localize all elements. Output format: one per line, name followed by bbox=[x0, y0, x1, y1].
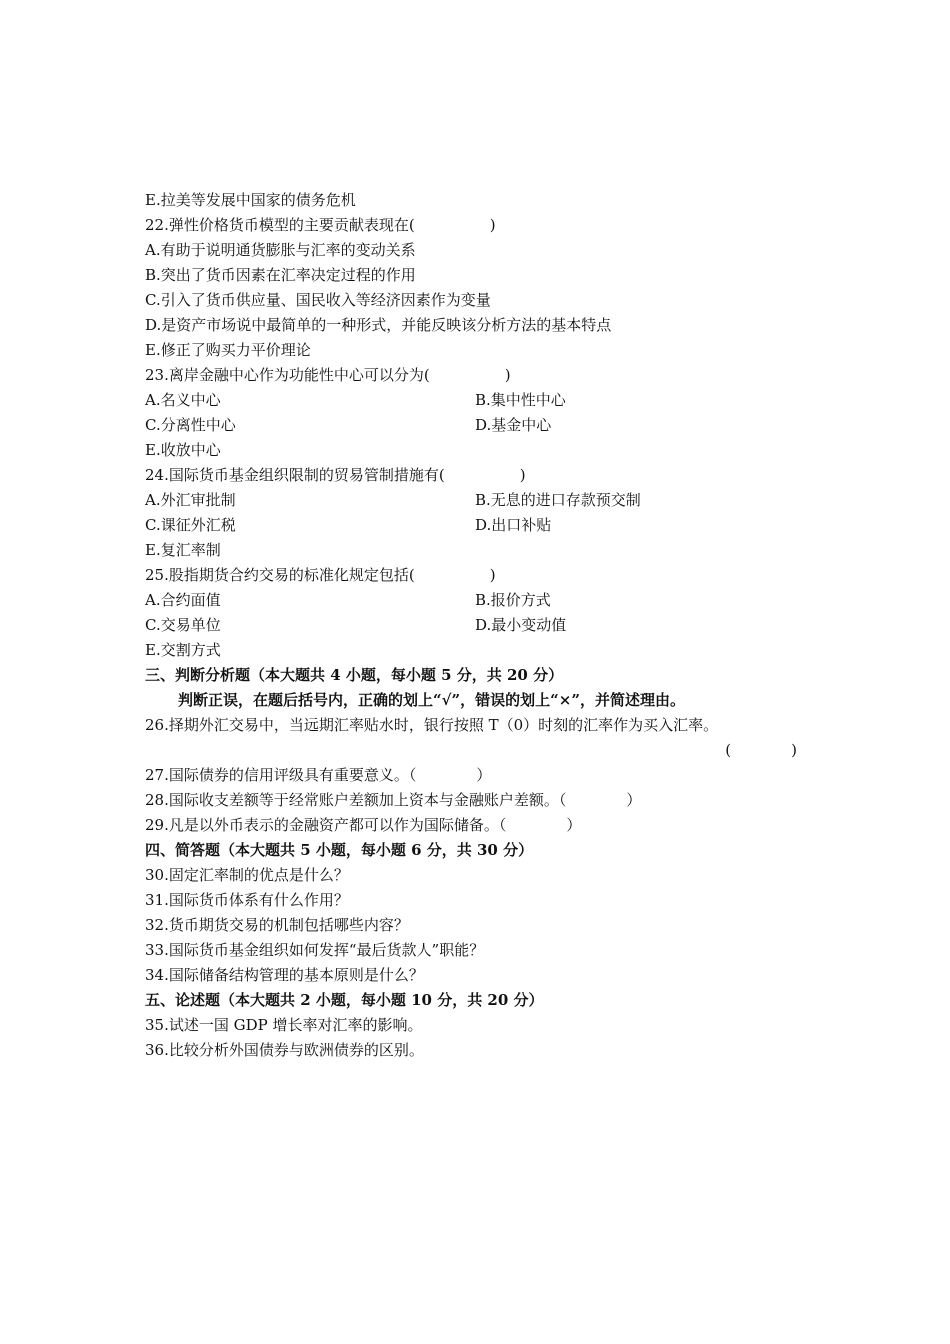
q23-option-b: B.集中性中心 bbox=[475, 391, 566, 409]
q25-option-b: B.报价方式 bbox=[475, 591, 551, 609]
q25-option-a: A.合约面值 bbox=[145, 591, 221, 609]
section-3-instructions: 判断正误，在题后括号内，正确的划上“√”，错误的划上“×”，并简述理由。 bbox=[178, 691, 685, 709]
q24-options-row1 bbox=[145, 488, 815, 513]
q25-option-d: D.最小变动值 bbox=[475, 616, 567, 634]
q23-option-a: A.名义中心 bbox=[145, 391, 221, 409]
q22-option-a: A.有助于说明通货膨胀与汇率的变动关系 bbox=[145, 241, 416, 259]
q25-options-row1 bbox=[145, 588, 815, 613]
q24-option-d: D.出口补贴 bbox=[475, 516, 552, 534]
q36-stem: 36.比较分析外国债券与欧洲债券的区别。 bbox=[145, 1041, 424, 1059]
q24-option-a: A.外汇审批制 bbox=[145, 491, 236, 509]
q26-stem: 26.择期外汇交易中，当远期汇率贴水时，银行按照 T（0）时刻的汇率作为买入汇率。 bbox=[145, 716, 719, 734]
q22-option-e: E.修正了购买力平价理论 bbox=[145, 341, 311, 359]
q32-stem: 32.货币期货交易的机制包括哪些内容？ bbox=[145, 916, 409, 934]
q23-option-c: C.分离性中心 bbox=[145, 416, 236, 434]
section-5-heading: 五、论述题（本大题共 2 小题，每小题 10 分，共 20 分） bbox=[145, 991, 544, 1009]
q24-options-row2 bbox=[145, 513, 815, 538]
section-4-heading: 四、简答题（本大题共 5 小题，每小题 6 分，共 30 分） bbox=[145, 841, 534, 859]
q23-stem: 23.离岸金融中心作为功能性中心可以分为( ) bbox=[145, 366, 511, 384]
q22-option-d: D.是资产市场说中最简单的一种形式，并能反映该分析方法的基本特点 bbox=[145, 316, 612, 334]
q25-option-c: C.交易单位 bbox=[145, 616, 221, 634]
q34-stem: 34.国际储备结构管理的基本原则是什么？ bbox=[145, 966, 424, 984]
q24-option-e: E.复汇率制 bbox=[145, 541, 221, 559]
q24-stem: 24.国际货币基金组织限制的贸易管制措施有( ) bbox=[145, 466, 526, 484]
q33-stem: 33.国际货币基金组织如何发挥“最后货款人”职能？ bbox=[145, 941, 485, 959]
q30-stem: 30.固定汇率制的优点是什么？ bbox=[145, 866, 349, 884]
q27-stem: 27.国际债券的信用评级具有重要意义。（ ） bbox=[145, 766, 492, 784]
q22-option-c: C.引入了货币供应量、国民收入等经济因素作为变量 bbox=[145, 291, 491, 309]
q25-options-row2 bbox=[145, 613, 815, 638]
q35-stem: 35.试述一国 GDP 增长率对汇率的影响。 bbox=[145, 1016, 423, 1034]
q24-option-b: B.无息的进口存款预交制 bbox=[475, 491, 641, 509]
q22-option-b: B.突出了货币因素在汇率决定过程的作用 bbox=[145, 266, 416, 284]
section-3-heading: 三、判断分析题（本大题共 4 小题，每小题 5 分，共 20 分） bbox=[145, 666, 564, 684]
q31-stem: 31.国际货币体系有什么作用？ bbox=[145, 891, 349, 909]
q25-option-e: E.交割方式 bbox=[145, 641, 221, 659]
q23-options-row2 bbox=[145, 413, 815, 438]
q23-option-d: D.基金中心 bbox=[475, 416, 552, 434]
q22-stem: 22.弹性价格货币模型的主要贡献表现在( ) bbox=[145, 216, 496, 234]
exam-page bbox=[145, 188, 815, 1063]
q25-stem: 25.股指期货合约交易的标准化规定包括( ) bbox=[145, 566, 496, 584]
q23-options-row1 bbox=[145, 388, 815, 413]
q26-answer-parens: ( ) bbox=[725, 741, 797, 759]
q21-option-e: E.拉美等发展中国家的债务危机 bbox=[145, 191, 356, 209]
q29-stem: 29.凡是以外币表示的金融资产都可以作为国际储备。（ ） bbox=[145, 816, 582, 834]
q28-stem: 28.国际收支差额等于经常账户差额加上资本与金融账户差额。（ ） bbox=[145, 791, 642, 809]
q24-option-c: C.课征外汇税 bbox=[145, 516, 236, 534]
q23-option-e: E.收放中心 bbox=[145, 441, 221, 459]
